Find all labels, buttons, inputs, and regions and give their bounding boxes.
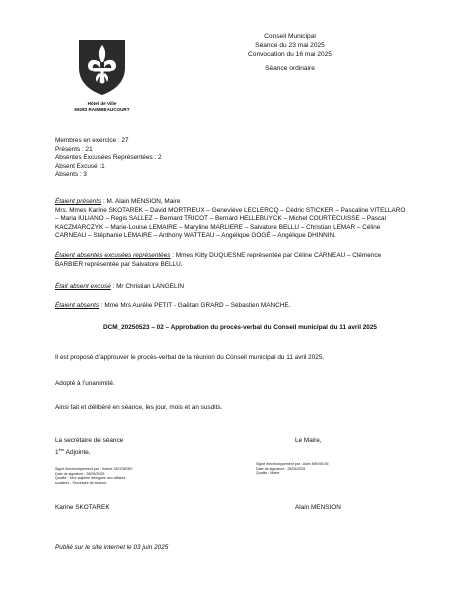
logo-caption (66, 101, 138, 113)
logo-caption-line1: Hôtel de Ville (87, 101, 117, 106)
signature-line: Qualité : Maire (256, 471, 280, 476)
closing-text: Ainsi fait et délibéré en séance, les jour, mois et an susdits. (55, 404, 223, 411)
secretary-electronic-signature (55, 467, 185, 485)
presents-list-line: CARNEAU – Stéphanie LEMAIRE – Anthony WATTEAU – Angélique GOGÉ – Angélique DHINNIN. (55, 232, 336, 240)
presents-mayor: : M. Alain MENSION, Maire (101, 198, 181, 205)
secretary-title: La secrétaire de séance (55, 437, 124, 444)
stat-line: Absent Excusé :1 (55, 162, 105, 170)
signature-line: Date de signature : 28/05/2025 (256, 466, 306, 471)
header-block (230, 33, 350, 74)
absents-label: Étaient absents (55, 302, 100, 309)
mayor-name: Alain MENSION (295, 504, 341, 511)
presents-list-line: KACZMARCZYK – Marie-Louise LEMAIRE – Maryline MARLIERE – Salvatore BELLU – Christian LEMAR – Céline (55, 223, 381, 231)
stat-line: Membres en exercice : 27 (55, 137, 129, 144)
excused-represented-label: Étaient absentes excusées représentées (55, 252, 171, 259)
stat-line: Absents : 3 (55, 171, 87, 179)
absents-section (55, 302, 425, 311)
deliberation-title: DCM_20250523 – 02 – Approbation du procès-verbal du Conseil municipal du 11 avril 2025 (103, 324, 377, 331)
presents-section (55, 198, 425, 241)
signature-line: scolaires - Secrétaire de séance (55, 480, 107, 485)
mayor-electronic-signature (256, 462, 386, 476)
presents-label: Étaient présents (55, 198, 102, 205)
session-type: Séance ordinaire (265, 65, 315, 73)
excused-absent-label: Était absent excusé (55, 283, 111, 290)
excused-represented-text-2: BARBIER représentée par Salvatore BELLU. (55, 260, 183, 268)
convocation-date: Convocation du 16 mai 2025 (248, 50, 332, 58)
signature-line: Date de signature : 28/05/2025 (55, 471, 105, 476)
signature-line: Qualité : 1ère adjointe déléguée aux affaires (55, 476, 126, 481)
deliberation-body: Il est proposé d’approuver le procès-verbal de la réunion du Conseil municipal du 11 avril 2025. (55, 354, 325, 361)
presents-list-line: Mrs. Mmes Karine SKOTAREK – David MORTREUX – Geneviève LECLERCQ – Cédric STICKER – Pascaline VITELLARO (55, 206, 406, 214)
council-title: Conseil Municipal (264, 33, 316, 40)
signature-line: Signé électroniquement par : Alain MENSION (256, 462, 329, 466)
signature-line: Signé électroniquement par : Karine SKOTAREK (55, 467, 133, 471)
presents-list-line: – Maria IULIANO – Regis SALLEZ – Bernard TRICOT – Bernard HELLEBUYCK – Michel COURTECUISSE – Pascal (55, 215, 387, 223)
publication-note: Publié sur le site internet le 03 juin 2025 (55, 544, 169, 551)
excused-represented-section (55, 252, 425, 269)
adopted-text: Adopté à l’unanimité. (55, 380, 115, 387)
mayor-title: Le Maire, (295, 437, 322, 444)
secretary-name: Karine SKOTAREK (55, 504, 110, 511)
members-stats (55, 137, 255, 180)
fleur-de-lis-crest-icon (77, 38, 127, 96)
stat-line: Présents : 21 (55, 145, 93, 153)
excused-represented-text: : Mmes Kitty DUQUESNE représentée par Céline CARNEAU – Clémence (170, 252, 382, 259)
session-date: Séance du 23 mai 2025 (255, 41, 325, 49)
secretary-signature-block (55, 437, 205, 457)
absents-text: : Mme Mrs Aurélie PETIT - Gaëtan GRARD – Sébastien MANCHE. (99, 302, 291, 309)
stat-line: Absentes Excusées Représentées : 2 (55, 154, 162, 162)
secretary-role: 1ère Adjointe, (55, 446, 91, 456)
excused-absent-section (55, 283, 425, 292)
excused-absent-text: : Mr Christian LANGELIN (110, 283, 184, 290)
logo-caption-line2: 59283 RAIMBEAUCOURT (74, 107, 130, 112)
